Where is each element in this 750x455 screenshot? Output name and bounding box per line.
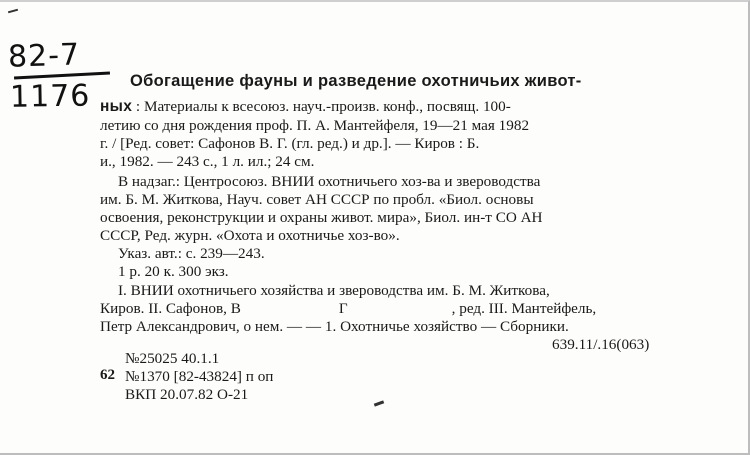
body-line-12-a: Киров. II. Сафонов, В	[100, 300, 241, 317]
footer-line-1: №25025 40.1.1	[125, 350, 220, 367]
card-title: Обогащение фауны и разведение охотничьих живот-	[130, 72, 582, 90]
body-line-7: освоения, реконструкции и охраны живот. мира», Биол. ин-т СО АН	[100, 209, 543, 226]
shelfmark-line1: 82-7	[7, 37, 81, 75]
corner-mark	[8, 9, 18, 14]
body-line-12	[100, 301, 596, 317]
body-line-10: 1 р. 20 к. 300 экз.	[118, 263, 229, 280]
body-line-6: им. Б. М. Житкова, Науч. совет АН СССР по пробл. «Биол. основы	[100, 191, 534, 208]
body-line-8: СССР, Ред. журн. «Охота и охотничье хоз-во».	[100, 227, 400, 244]
ink-spot	[374, 400, 384, 406]
footer-line-3: ВКП 20.07.82 О-21	[125, 386, 249, 403]
body-line-4: и., 1982. — 243 с., 1 л. ил.; 24 см.	[100, 153, 315, 170]
body-line-11: I. ВНИИ охотничьего хозяйства и звероводства им. Б. М. Житкова,	[118, 282, 550, 299]
footer-mark: 62	[100, 367, 115, 383]
body-line-5: В надзаг.: Центросоюз. ВНИИ охотничьего хоз-ва и звероводства	[118, 173, 541, 190]
footer-line-2: №1370 [82-43824] п оп	[125, 368, 274, 385]
shelfmark	[8, 38, 110, 115]
body-line-12-c: , ред. III. Мантейфель,	[451, 300, 597, 317]
body-line-13: Петр Александрович, о нем. — — 1. Охотничье хозяйство — Сборники.	[100, 318, 569, 335]
body-line-12-b: Г	[338, 300, 348, 317]
shelfmark-line2: 1176	[9, 78, 91, 115]
body-line-9: Указ. авт.: с. 239—243.	[118, 245, 265, 262]
body-line-2: летию со дня рождения проф. П. А. Мантейфеля, 19—21 мая 1982	[100, 117, 530, 134]
classification-index: 639.11/.16(063)	[552, 336, 650, 353]
body-line-1	[100, 99, 511, 115]
body-line-3: г. / [Ред. совет: Сафонов В. Г. (гл. ред.) и др.]. — Киров : Б.	[100, 135, 480, 152]
body-line-1-text: : Материалы к всесоюз. науч.-произв. конф., посвящ. 100-	[132, 98, 511, 115]
title-continuation: ных	[100, 98, 133, 115]
